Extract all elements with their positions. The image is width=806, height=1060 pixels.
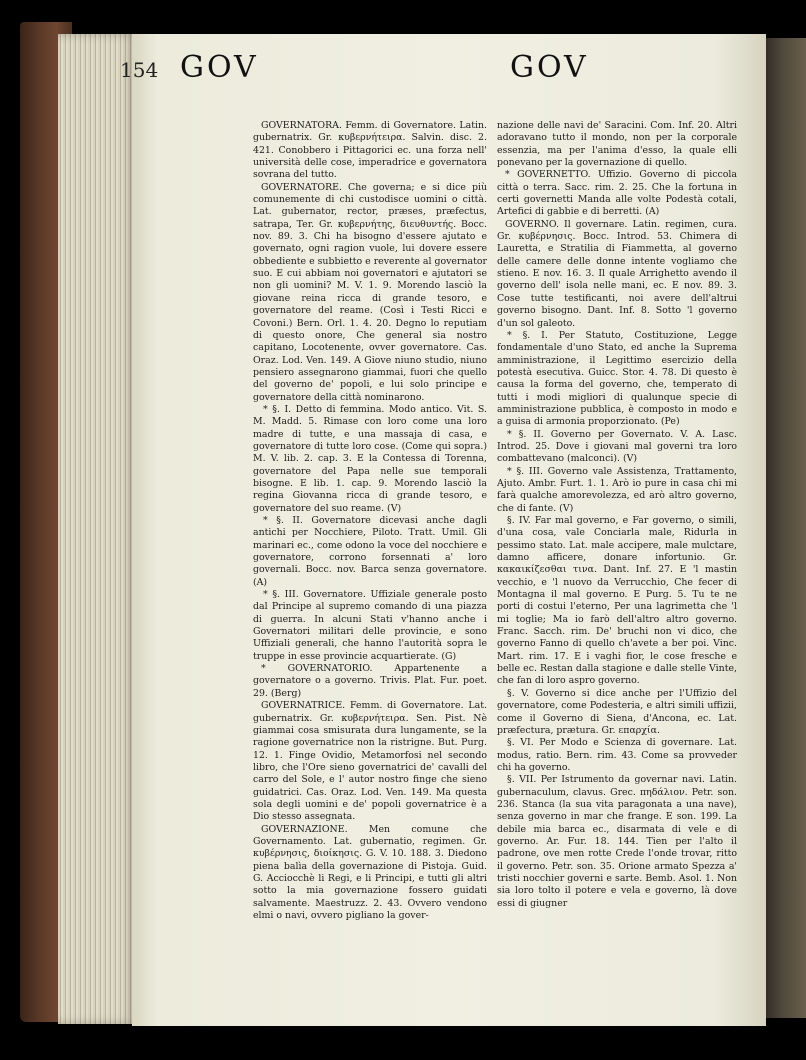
entry-paragraph: §. VII. Per Istrumento da governar navi. Latin. gubernaculum, clavus. Grec. πηδάλιον. Petr. son. 236. Stanca (la sua vita paragonata a una nave), senza governo in mar che frange. E son. 199. La debile mia barca ec., disarmata di vele e di governo. Ar. Fur. 18. 144. Tien per l'alto il padrone, ove men rotte Crede l'onde trovar, ritto il governo. Petr. son. 35. Orione armato Spezza a' tristi nocchier governi e sarte. Bemb. Asol. 1. Non sia loro tolto il potere e vela e governo, là dove essi di giugner [497,774,737,909]
entry-paragraph: * §. III. Governatore. Uffiziale generale posto dal Principe al supremo comando di una piazza di guerra. In alcuni Stati v'hanno anche i Governatori militari delle provincie, e sono Uffiziali generali, che hanno l'autorità sopra le truppe in esse provincie acquartierate. (G) [253,589,487,662]
entry-paragraph: §. IV. Far mal governo, e Far governo, o simili, d'una cosa, vale Conciarla male, Ridurla in pessimo stato. Lat. male accipere, male mulctare, damno afficere, donare infortunio. Gr. κακαικίζεσθαι τινα. Dant. Inf. 27. E 'l mastin vecchio, e 'l nuovo da Verrucchio, Che fecer di Montagna il mal governo. E Purg. 5. Tu te ne porti di costui l'eterno, Per una lagrimetta che 'l mi toglie; Ma io farò dell'altro altro governo. Franc. Sacch. rim. De' bruchi non vi dico, che governo Fanno di quello ch'avete a ber poi. Vinc. Mart. rim. 17. E i vaghi fior, le cose fresche e belle ec. Restan dalla stagione e dalle stelle Vinte, che fan di loro aspro governo. [497,515,737,687]
entry-paragraph: * §. I. Detto di femmina. Modo antico. Vit. S. M. Madd. 5. Rimase con loro come una loro madre di tutte, e una massaja di casa, e governatore di tutte loro cose. (Come qui sopra.) M. V. lib. 2. cap. 3. E la Contessa di Torenna, governatore del Papa nelle sue temporali bisogne. E lib. 1. cap. 9. Morendo lasciò la regina Giovanna ricca di grande tesoro, e governatore del suo reame. (V) [253,403,487,514]
page-number: 154 [120,58,159,82]
page-header [120,50,640,90]
entry-paragraph: GOVERNATORA. Femm. di Governatore. Latin. gubernatrix. Gr. κυβερνήτειρα. Salvin. disc. 2. 421. Conobbero i Pittagorici ec. una forza nell' università delle cose, imperadrice e governatora sovrana del tutto. [253,120,487,181]
page-edges [58,34,138,1024]
entry-paragraph: * GOVERNETTO. Uffizio. Governo di piccola città o terra. Sacc. rim. 2. 25. Che la fortuna in certi governetti Manda alle volte Podestà cotali, Artefici di gabbie e di berretti. (A) [497,169,737,218]
running-head-right: GOV [510,50,589,85]
entry-paragraph: * §. II. Governatore dicevasi anche dagli antichi per Nocchiere, Piloto. Tratt. Umil. Gli marinari ec., come odono la voce del nocchiere e governatore, corrono forsennati a' loro governali. Bocc. nov. Barca senza governatore. (A) [253,515,487,588]
left-column [253,120,487,1025]
entry-paragraph: GOVERNO. Il governare. Latin. regimen, cura. Gr. κυβέρνησις. Bocc. Introd. 53. Chimera di Lauretta, e Stratilia di Fiammetta, al governo delle camere delle donne intente vogliamo che stieno. E nov. 16. 3. Il quale Arrighetto avendo il governo dell' isola nelle mani, ec. E nov. 89. 3. Cose tutte testificanti, noi avere dell'altrui governo bisogno. Dant. Inf. 8. Sotto 'l governo d'un sol galeoto. [497,218,737,329]
entry-paragraph: * §. II. Governo per Governato. V. A. Lasc. Introd. 25. Dove i giovani mal governi tra loro combattevano (malconci). (V) [497,428,737,465]
entry-paragraph: §. V. Governo si dice anche per l'Uffizio del governatore, come Podesteria, e altri simili uffizii, come il Governo di Siena, d'Ancona, ec. Lat. præfectura, prætura. Gr. επαρχία. [497,687,737,736]
entry-paragraph: GOVERNATRICE. Femm. di Governatore. Lat. gubernatrix. Gr. κυβερνήτειρα. Sen. Pist. Nè giammai cosa smisurata dura lungamente, se la ragione governatrice non la ristrigne. But. Purg. 12. 1. Finge Ovidio, Metamorfosi nel secondo libro, che l'Ore sieno governatrici de' cavalli del carro del Sole, e l' autor nostro finge che sieno guidatrici. Cas. Oraz. Lod. Ven. 149. Ma questa sola degli uomini e de' popoli governatrice è a Dio stesso assegnata. [253,700,487,823]
entry-paragraph: * GOVERNATORIO. Appartenente a governatore o a governo. Trivis. Plat. Fur. poet. 29. (Berg) [253,663,487,699]
entry-paragraph: * §. III. Governo vale Assistenza, Trattamento, Ajuto. Ambr. Furt. 1. 1. Arò io pure in casa chi mi farà qualche amorevolezza, ed arò altro governo, che di fante. (V) [497,465,737,514]
entry-paragraph: GOVERNAZIONE. Men comune che Governamento. Lat. gubernatio, regimen. Gr. κυβέρνησις, διοίκησις. G. V. 10. 188. 3. Diedono piena balìa della governazione di Pistoja. Guid. G. Acciocchè li Regi, e li Principi, e tutti gli altri sotto la mia governazione fossero guidati salvamente. Maestruzz. 2. 43. Ovvero vendono elmi o navi, ovvero pigliano la gover- [253,823,487,921]
book-cover-right [764,38,806,1018]
entry-paragraph: §. VI. Per Modo e Scienza di governare. Lat. modus, ratio. Bern. rim. 43. Come sa provveder chi ha governo. [497,737,737,773]
right-column [497,120,737,1025]
entry-paragraph: nazione delle navi de' Saracini. Com. Inf. 20. Altri adoravano tutto il mondo, non per la corporale essenzia, ma per l'anima d'esso, la quale elli ponevano per la governazione di quello. [497,120,737,169]
running-head-left: GOV [180,50,259,85]
entry-paragraph: * §. I. Per Statuto, Costituzione, Legge fondamentale d'uno Stato, ed anche la Suprema amministrazione, il Legittimo esercizio della potestà esecutiva. Guicc. Stor. 4. 78. Di questo è causa la forma del governo, che, temperato di tutti i modi migliori di qualunque specie di amministrazione pubblica, è composto in modo e a guisa di armonia proporzionato. (Pe) [497,329,737,428]
entry-paragraph: GOVERNATORE. Che governa; e si dice più comunemente di chi custodisce uomini o città. Lat. gubernator, rector, præses, præfectus, satrapa, Ter. Gr. κυβερνήτης, διευθυντής. Bocc. nov. 89. 3. Chi ha bisogno d'essere ajutato e governato, ogni ragion vuole, lui dovere essere obbediente e subbietto e reverente al governator suo. E cui abbiam noi governatori e ajutatori se non gli uomini? M. V. 1. 9. Morendo lasciò la giovane reina ricca di grande tesoro, e governatore del reame. (Così i Testi Ricci e Covoni.) Bern. Orl. 1. 4. 20. Degno lo reputiam di questo onore, Che general sia nostro capitano, Locotenente, ovver governatore. Cas. Oraz. Lod. Ven. 149. A Giove niuno studio, niuno pensiero assegnarono giammai, fuori che quello del governo de' popoli, e lui solo principe e governatore della città nominarono. [253,181,487,403]
